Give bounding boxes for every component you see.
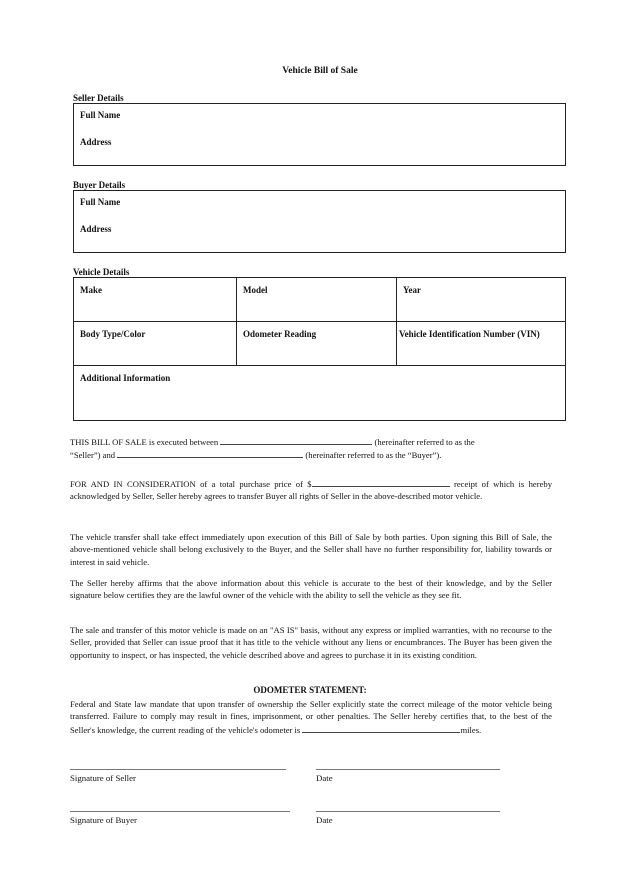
buyer-date-line[interactable] [316, 811, 500, 812]
buyer-name-blank[interactable] [117, 448, 303, 458]
buyer-details-box [73, 190, 566, 253]
document-title: Vehicle Bill of Sale [282, 66, 358, 76]
make-cell [74, 278, 237, 322]
seller-details-box [73, 103, 566, 166]
buyer-signature-line[interactable] [70, 811, 290, 812]
odometer-miles-suffix: miles. [460, 724, 482, 735]
vin-label: Vehicle Identification Number (VIN) [399, 329, 540, 339]
buyer-signature-label: Signature of Buyer [70, 815, 137, 825]
seller-name-blank[interactable] [220, 435, 372, 445]
make-label: Make [80, 285, 102, 295]
parties-text-2: (hereinafter referred to as the [374, 437, 475, 447]
year-label: Year [403, 285, 421, 295]
vin-cell [397, 322, 566, 366]
odometer-statement-heading: ODOMETER STATEMENT: [253, 685, 367, 695]
consideration-text-1: FOR AND IN CONSIDERATION of a total purchase price of $ [70, 479, 312, 489]
consideration-paragraph [70, 477, 552, 503]
buyer-details-heading: Buyer Details [73, 180, 126, 190]
vehicle-details-heading: Vehicle Details [73, 267, 130, 277]
buyer-full-name-label: Full Name [80, 197, 121, 207]
seller-date-label: Date [316, 773, 333, 783]
transfer-paragraph: The vehicle transfer shall take effect immediately upon execution of this Bill of Sale by both parties. Upon signing this Bill of Sale, the above-mentioned vehicle shall belong exclusively to the Buyer, and the Seller shall have no further responsibility for, liability towards or interest in said vehicle. [70, 532, 552, 567]
seller-full-name-label: Full Name [80, 110, 121, 120]
parties-text-1: THIS BILL OF SALE is executed between [70, 437, 219, 447]
consideration-text-2: receipt of which is hereby acknowledged by Seller, Seller hereby agrees to transfer Buyer all rights of Seller in the above-described motor vehicle. [70, 479, 552, 502]
odometer-cell [237, 322, 397, 366]
purchase-price-blank[interactable] [312, 477, 450, 487]
buyer-date-label: Date [316, 815, 333, 825]
body-type-cell [74, 322, 237, 366]
body-type-label: Body Type/Color [80, 329, 146, 339]
buyer-address-label: Address [80, 224, 112, 234]
odometer-reading-label: Odometer Reading [243, 329, 317, 339]
odometer-miles-blank[interactable] [302, 723, 460, 733]
as-is-paragraph: The sale and transfer of this motor vehicle is made on an "AS IS" basis, without any express or implied warranties, with no recourse to the Seller, provided that Seller can issue proof that it has title to the vehicle without any liens or encumbrances. The Buyer has been given the opportunity to inspect, or has inspected, the vehicle described above and agrees to purchase it in its existing condition. [70, 625, 552, 660]
vehicle-details-table [73, 277, 566, 421]
seller-signature-label: Signature of Seller [70, 773, 136, 783]
additional-info-cell [74, 366, 566, 421]
seller-details-heading: Seller Details [73, 93, 124, 103]
model-cell [237, 278, 397, 322]
affirmation-paragraph: The Seller hereby affirms that the above information about this vehicle is accurate to the best of their knowledge, and by the Seller signature below certifies they are the lawful owner of the vehicle with the ability to sell the vehicle as they see fit. [70, 578, 552, 601]
additional-info-label: Additional Information [80, 373, 171, 383]
parties-text-3: “Seller”) and [70, 450, 116, 461]
seller-address-label: Address [80, 137, 112, 147]
year-cell [397, 278, 566, 322]
seller-date-line[interactable] [316, 769, 500, 770]
odometer-statement-body: Federal and State law mandate that upon transfer of ownership the Seller explicitly state the correct mileage of the motor vehicle being transferred. Failure to comply may result in fines, imprisonment, or other penalties. The Seller hereby certifies that, to the best of the Seller's knowledge, the current reading of the vehicle's odometer is [70, 699, 552, 735]
parties-paragraph [70, 435, 552, 462]
parties-text-4: (hereinafter referred to as the “Buyer”). [305, 450, 442, 461]
odometer-statement-text [70, 698, 552, 736]
model-label: Model [243, 285, 268, 295]
seller-signature-line[interactable] [70, 769, 286, 770]
